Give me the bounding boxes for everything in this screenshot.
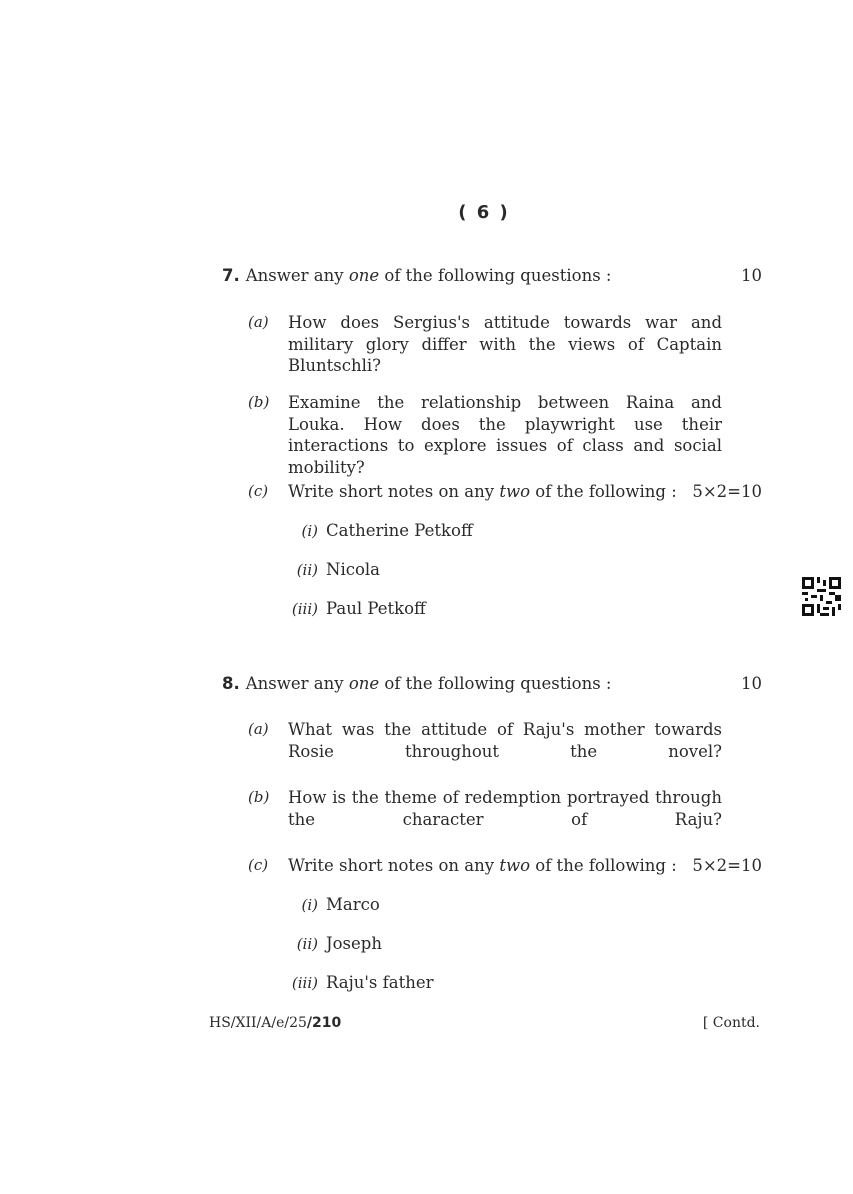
option-item	[288, 599, 426, 618]
option-text: Marco	[326, 895, 380, 914]
question-8a	[248, 719, 722, 762]
option-text: Nicola	[326, 560, 381, 579]
option-label: (ii)	[296, 935, 318, 953]
continued-label: [ Contd.	[702, 1015, 760, 1031]
option-label: (i)	[301, 896, 318, 914]
option-item	[288, 895, 380, 914]
question-number: 8.	[222, 674, 240, 693]
sub-question-text: What was the attitude of Raju's mother towards Rosie throughout the novel?	[288, 720, 722, 761]
question-7-header	[222, 266, 762, 285]
question-marks: 10	[741, 674, 762, 693]
sub-question-text: How does Sergius's attitude towards war and military glory differ with the views of Captain Bluntschli?	[288, 313, 722, 375]
option-item	[288, 934, 382, 953]
sub-question-label: (a)	[248, 720, 269, 738]
paper-code: HS/XII/A/e/25/210	[209, 1015, 342, 1031]
sub-question-marks: 5×2=10	[692, 856, 762, 875]
sub-question-label: (a)	[248, 313, 269, 331]
question-8b	[248, 787, 722, 830]
question-prompt: Answer any one of the following questions :	[245, 674, 612, 693]
question-prompt: Answer any one of the following questions :	[245, 266, 612, 285]
question-marks: 10	[741, 266, 762, 285]
option-label: (iii)	[291, 600, 318, 618]
question-8c	[248, 856, 762, 875]
sub-question-text: Examine the relationship between Raina and Louka. How does the playwright use their interactions to explore issues of class and social mobility?	[288, 393, 722, 477]
option-text: Joseph	[326, 934, 382, 953]
sub-question-label: (b)	[248, 393, 270, 411]
qr-code-icon	[802, 577, 841, 616]
option-item	[288, 521, 473, 540]
option-label: (i)	[301, 522, 318, 540]
option-label: (iii)	[291, 974, 318, 992]
question-number: 7.	[222, 266, 240, 285]
sub-question-marks: 5×2=10	[692, 482, 762, 501]
option-text: Paul Petkoff	[326, 599, 426, 618]
option-item	[288, 560, 380, 579]
sub-question-label: (b)	[248, 788, 270, 806]
question-7b	[248, 392, 722, 478]
sub-question-text: Write short notes on any two of the following :	[288, 856, 677, 875]
question-7c	[248, 482, 762, 501]
option-item	[288, 973, 433, 992]
option-label: (ii)	[296, 561, 318, 579]
question-7a	[248, 312, 722, 377]
sub-question-text: Write short notes on any two of the following :	[288, 482, 677, 501]
sub-question-label: (c)	[248, 482, 269, 500]
question-8-header	[222, 674, 762, 693]
sub-question-label: (c)	[248, 856, 269, 874]
option-text: Catherine Petkoff	[326, 521, 473, 540]
sub-question-text: How is the theme of redemption portrayed through the character of Raju?	[288, 788, 722, 829]
option-text: Raju's father	[326, 973, 434, 992]
page-number: ( 6 )	[458, 202, 510, 223]
